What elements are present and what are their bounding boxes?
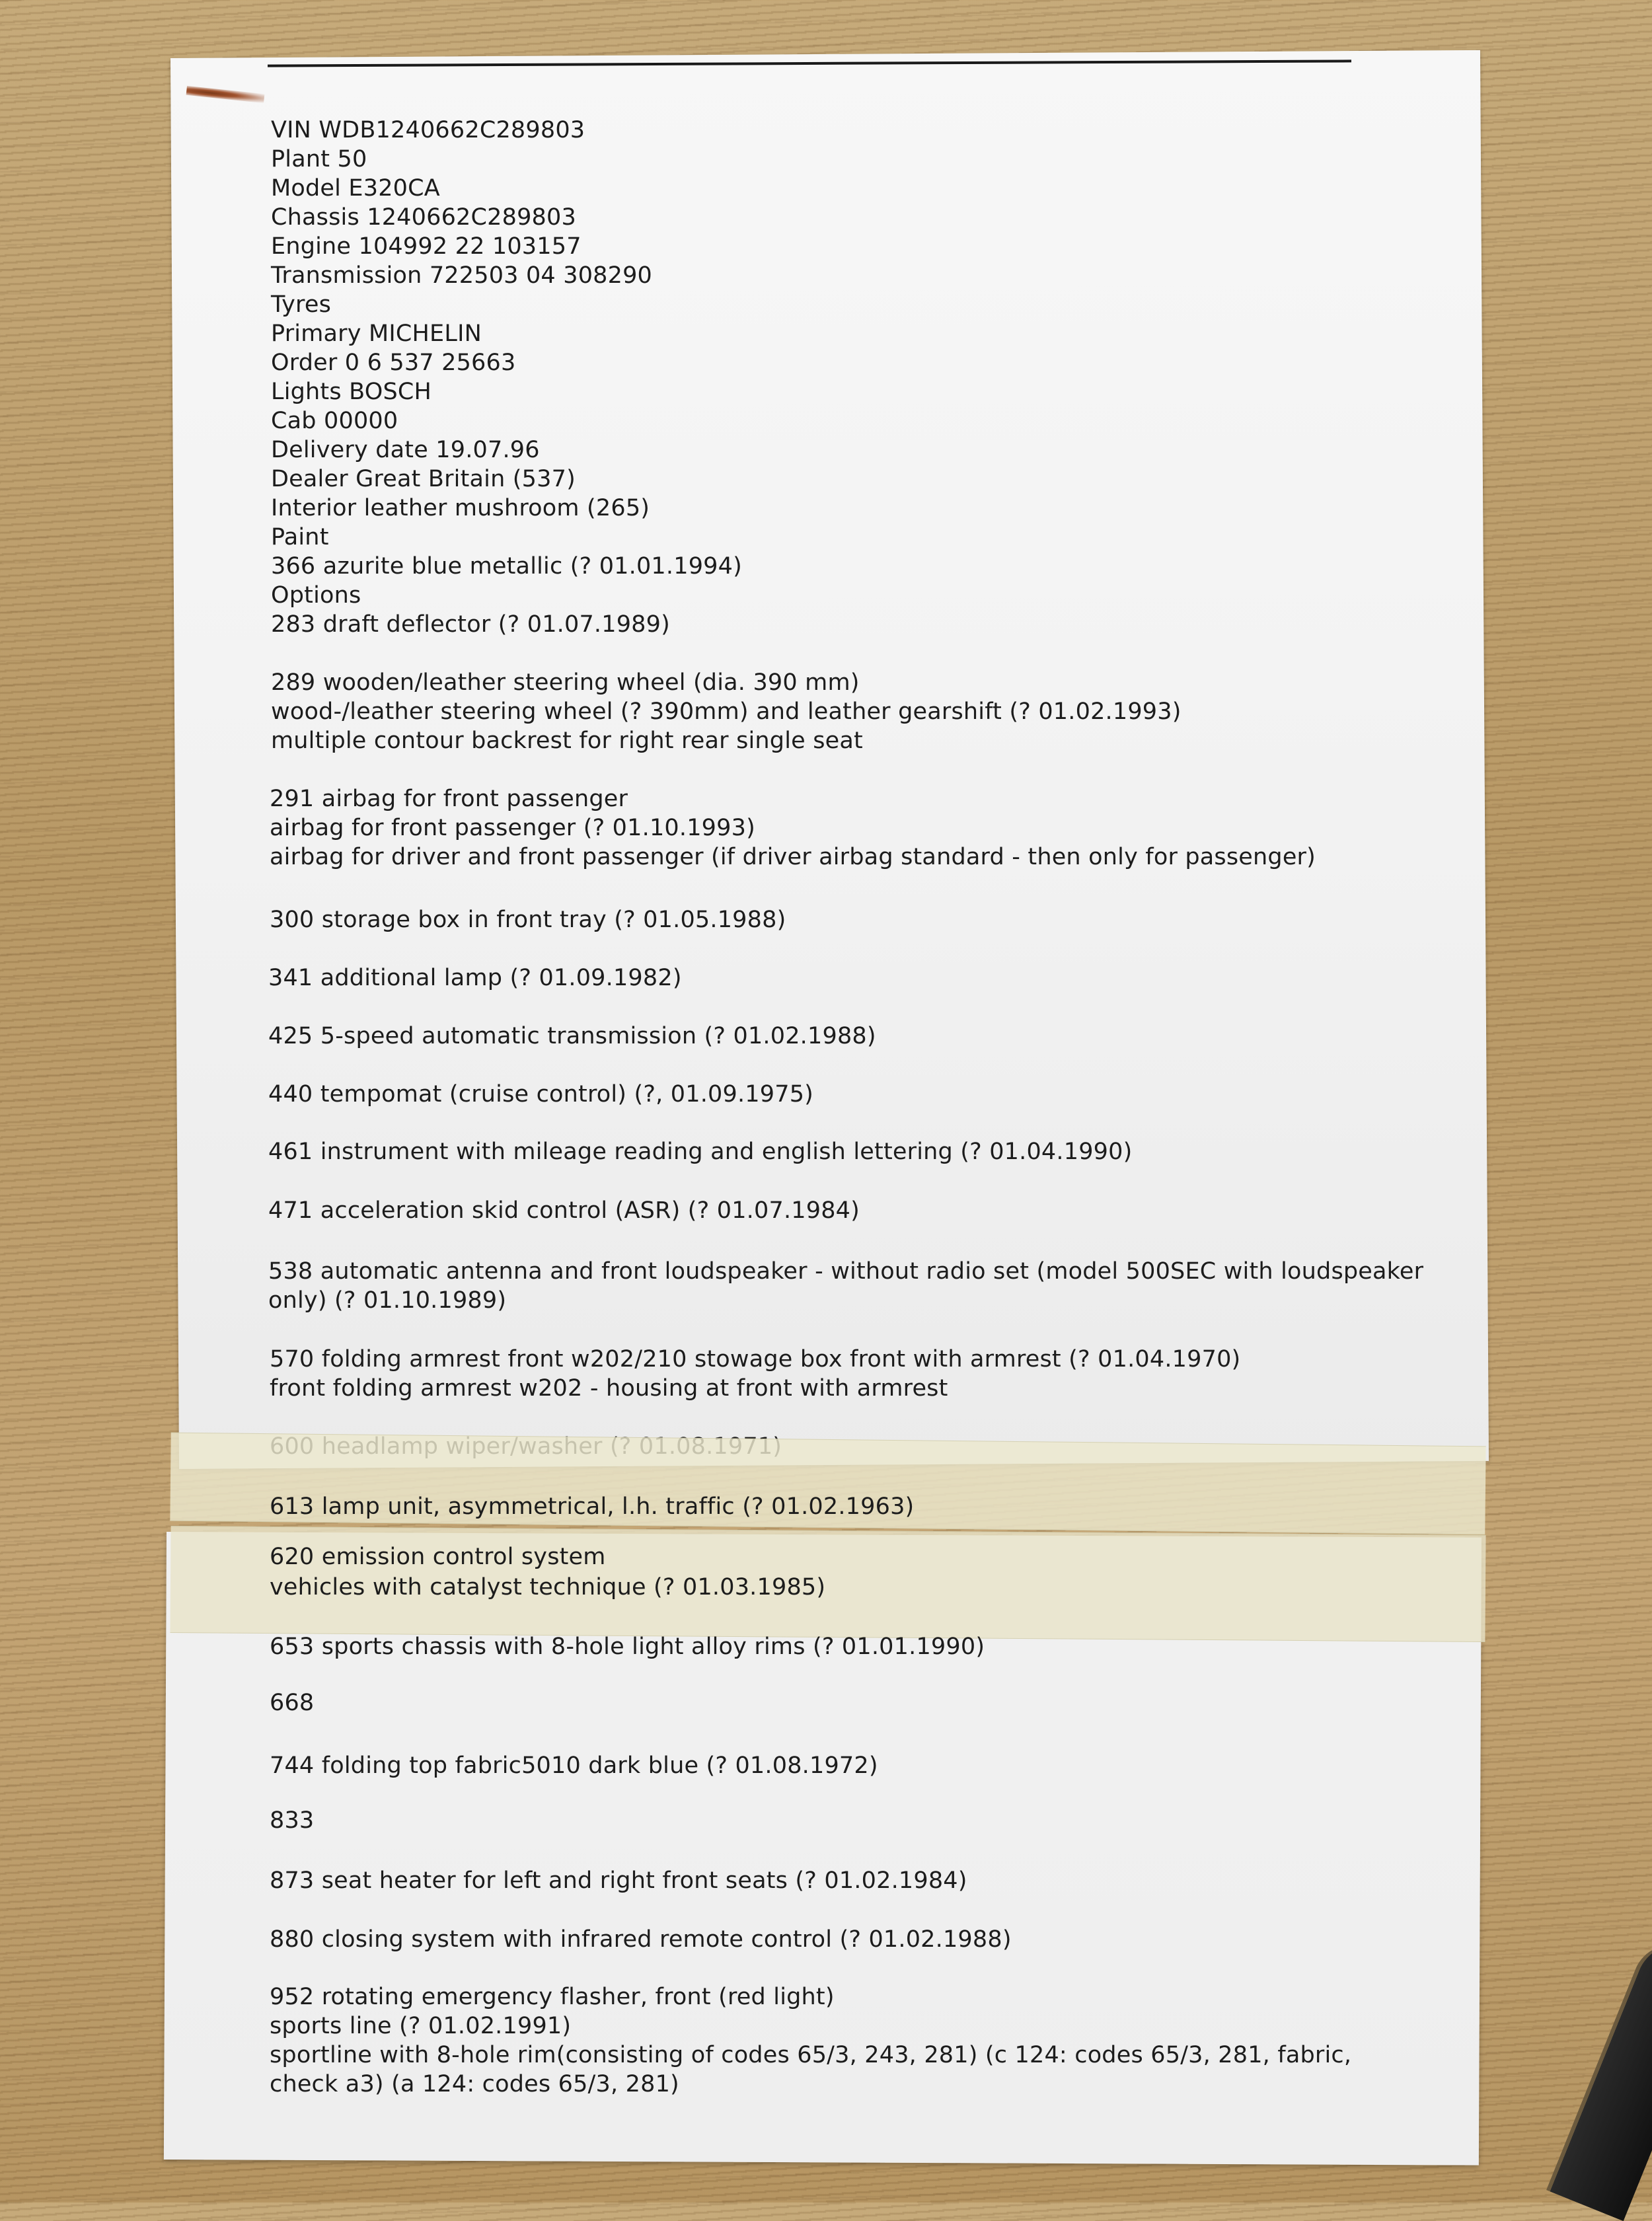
interior-line: Interior leather mushroom (265) — [271, 495, 650, 521]
option-538: 538 automatic antenna and front loudspeaker - without radio set (model 500SEC with loudspeaker — [268, 1258, 1424, 1285]
options-heading: Options — [271, 582, 361, 609]
plant-line: Plant 50 — [271, 146, 367, 172]
option-461: 461 instrument with mileage reading and english lettering (? 01.04.1990) — [268, 1139, 1133, 1165]
option-952: 952 rotating emergency flasher, front (red light) — [270, 1984, 835, 2010]
primary-tyre-line: Primary MICHELIN — [271, 320, 482, 347]
tyres-heading: Tyres — [271, 291, 332, 318]
option-440: 440 tempomat (cruise control) (?, 01.09.1975) — [268, 1081, 814, 1108]
option-291-detail-2: airbag for driver and front passenger (if driver airbag standard - then only for passenger) — [270, 844, 1316, 870]
option-613: 613 lamp unit, asymmetrical, l.h. traffic (? 01.02.1963) — [270, 1493, 915, 1520]
desk-object — [1546, 1933, 1652, 2221]
chassis-line: Chassis 1240662C289803 — [271, 204, 576, 231]
model-line: Model E320CA — [271, 175, 440, 202]
lights-line: Lights BOSCH — [271, 379, 432, 405]
option-744: 744 folding top fabric5010 dark blue (? 01.08.1972) — [270, 1752, 878, 1779]
cab-line: Cab 00000 — [271, 408, 398, 434]
option-833: 833 — [270, 1807, 315, 1834]
option-620-detail: vehicles with catalyst technique (? 01.03.1985) — [270, 1574, 826, 1600]
option-341: 341 additional lamp (? 01.09.1982) — [268, 965, 682, 991]
option-291: 291 airbag for front passenger — [270, 786, 628, 812]
option-300: 300 storage box in front tray (? 01.05.1988) — [270, 907, 786, 933]
option-570: 570 folding armrest front w202/210 stowage box front with armrest (? 01.04.1970) — [270, 1346, 1241, 1373]
engine-line: Engine 104992 22 103157 — [271, 233, 582, 260]
option-538-detail: only) (? 01.10.1989) — [268, 1287, 507, 1314]
option-952-detail-2: sportline with 8-hole rim(consisting of codes 65/3, 243, 281) (c 124: codes 65/3, 281, fabric, — [270, 2042, 1352, 2068]
option-653: 653 sports chassis with 8-hole light alloy rims (? 01.01.1990) — [270, 1634, 985, 1660]
option-668: 668 — [270, 1690, 315, 1716]
option-289-detail: wood-/leather steering wheel (? 390mm) and leather gearshift (? 01.02.1993) — [271, 698, 1182, 725]
option-952-detail-3: check a3) (a 124: codes 65/3, 281) — [270, 2071, 679, 2097]
vin-line: VIN WDB1240662C289803 — [271, 117, 585, 143]
option-570-detail: front folding armrest w202 - housing at front with armrest — [270, 1375, 948, 1402]
paint-heading: Paint — [271, 524, 329, 550]
option-283: 283 draft deflector (? 01.07.1989) — [271, 611, 670, 638]
order-line: Order 0 6 537 25663 — [271, 350, 516, 376]
option-289-detail-2: multiple contour backrest for right rear single seat — [271, 728, 863, 754]
paint-code-line: 366 azurite blue metallic (? 01.01.1994) — [271, 553, 742, 580]
dealer-line: Dealer Great Britain (537) — [271, 466, 576, 492]
option-289: 289 wooden/leather steering wheel (dia. 390 mm) — [271, 669, 860, 696]
option-620: 620 emission control system — [270, 1544, 606, 1570]
option-471: 471 acceleration skid control (ASR) (? 01.07.1984) — [268, 1197, 860, 1224]
transmission-line: Transmission 722503 04 308290 — [271, 262, 653, 289]
option-873: 873 seat heater for left and right front seats (? 01.02.1984) — [270, 1867, 967, 1894]
option-952-detail: sports line (? 01.02.1991) — [270, 2013, 572, 2039]
option-291-detail: airbag for front passenger (? 01.10.1993) — [270, 815, 755, 841]
delivery-date-line: Delivery date 19.07.96 — [271, 437, 540, 463]
option-880: 880 closing system with infrared remote control (? 01.02.1988) — [270, 1926, 1012, 1953]
option-425: 425 5-speed automatic transmission (? 01.02.1988) — [268, 1023, 876, 1049]
